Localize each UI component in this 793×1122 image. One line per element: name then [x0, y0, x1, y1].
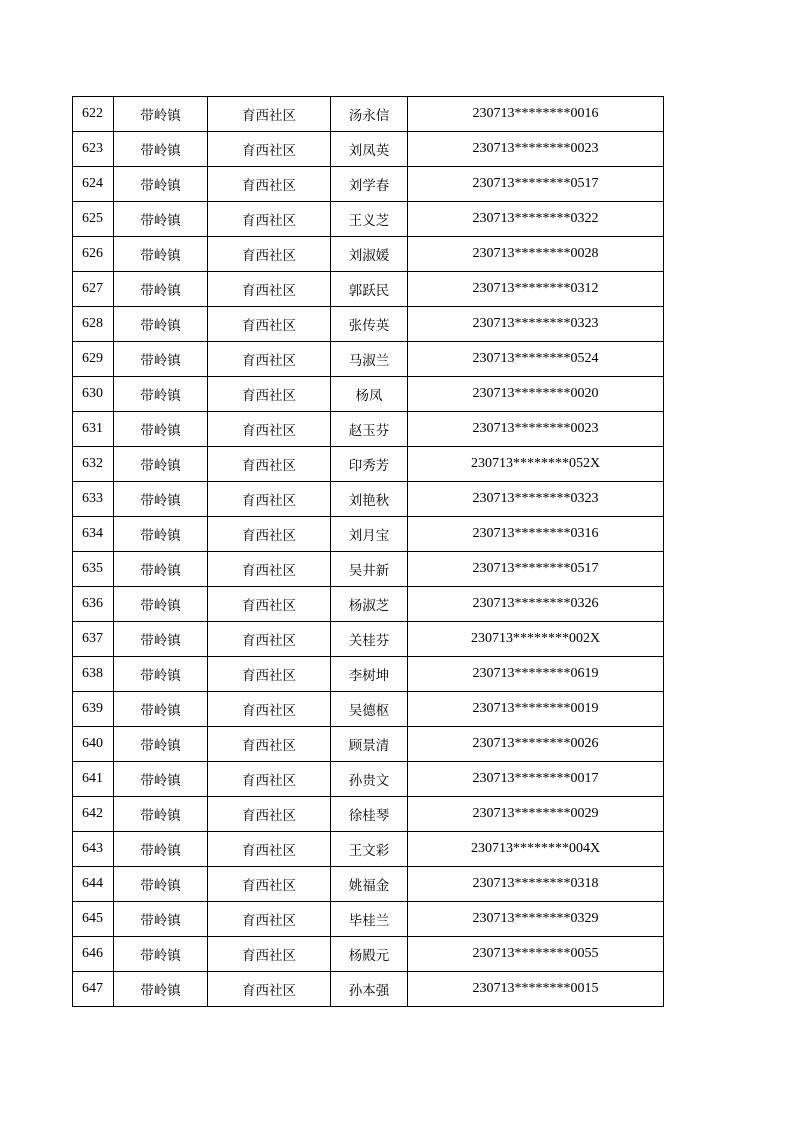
person-name-cell: 关桂芬 — [331, 622, 408, 657]
id-number-cell: 230713********0323 — [408, 307, 664, 342]
id-number-cell: 230713********0619 — [408, 657, 664, 692]
community-cell: 育西社区 — [208, 972, 331, 1007]
community-cell: 育西社区 — [208, 447, 331, 482]
table-row — [73, 377, 664, 412]
community-cell: 育西社区 — [208, 167, 331, 202]
id-number-cell: 230713********0322 — [408, 202, 664, 237]
table-row — [73, 552, 664, 587]
person-name-cell: 印秀芳 — [331, 447, 408, 482]
community-cell: 育西社区 — [208, 237, 331, 272]
table-row — [73, 692, 664, 727]
person-name-cell: 王义芝 — [331, 202, 408, 237]
table-row — [73, 867, 664, 902]
town-cell: 带岭镇 — [114, 867, 208, 902]
row-number-cell: 635 — [73, 552, 114, 587]
town-cell: 带岭镇 — [114, 202, 208, 237]
town-cell: 带岭镇 — [114, 587, 208, 622]
person-name-cell: 吴井新 — [331, 552, 408, 587]
person-name-cell: 吴德枢 — [331, 692, 408, 727]
id-number-cell: 230713********0026 — [408, 727, 664, 762]
table-row — [73, 762, 664, 797]
person-name-cell: 赵玉芬 — [331, 412, 408, 447]
town-cell: 带岭镇 — [114, 412, 208, 447]
town-cell: 带岭镇 — [114, 167, 208, 202]
row-number-cell: 646 — [73, 937, 114, 972]
row-number-cell: 629 — [73, 342, 114, 377]
person-name-cell: 张传英 — [331, 307, 408, 342]
row-number-cell: 639 — [73, 692, 114, 727]
row-number-cell: 627 — [73, 272, 114, 307]
row-number-cell: 641 — [73, 762, 114, 797]
community-cell: 育西社区 — [208, 727, 331, 762]
community-cell: 育西社区 — [208, 132, 331, 167]
community-cell: 育西社区 — [208, 867, 331, 902]
community-cell: 育西社区 — [208, 412, 331, 447]
town-cell: 带岭镇 — [114, 762, 208, 797]
row-number-cell: 640 — [73, 727, 114, 762]
community-cell: 育西社区 — [208, 97, 331, 132]
person-name-cell: 郭跃民 — [331, 272, 408, 307]
id-number-cell: 230713********0015 — [408, 972, 664, 1007]
person-name-cell: 杨凤 — [331, 377, 408, 412]
community-cell: 育西社区 — [208, 832, 331, 867]
id-number-cell: 230713********052X — [408, 447, 664, 482]
table-row — [73, 587, 664, 622]
town-cell: 带岭镇 — [114, 132, 208, 167]
town-cell: 带岭镇 — [114, 517, 208, 552]
id-number-cell: 230713********0329 — [408, 902, 664, 937]
id-number-cell: 230713********0020 — [408, 377, 664, 412]
table-row — [73, 517, 664, 552]
row-number-cell: 630 — [73, 377, 114, 412]
town-cell: 带岭镇 — [114, 447, 208, 482]
person-name-cell: 姚福金 — [331, 867, 408, 902]
row-number-cell: 642 — [73, 797, 114, 832]
town-cell: 带岭镇 — [114, 552, 208, 587]
row-number-cell: 634 — [73, 517, 114, 552]
table-row — [73, 272, 664, 307]
id-number-cell: 230713********004X — [408, 832, 664, 867]
table-row — [73, 412, 664, 447]
table-row — [73, 202, 664, 237]
table-row — [73, 937, 664, 972]
row-number-cell: 628 — [73, 307, 114, 342]
table-row — [73, 307, 664, 342]
person-name-cell: 孙本强 — [331, 972, 408, 1007]
row-number-cell: 632 — [73, 447, 114, 482]
person-name-cell: 刘凤英 — [331, 132, 408, 167]
town-cell: 带岭镇 — [114, 692, 208, 727]
row-number-cell: 622 — [73, 97, 114, 132]
person-name-cell: 杨殿元 — [331, 937, 408, 972]
id-number-cell: 230713********0019 — [408, 692, 664, 727]
id-number-cell: 230713********0055 — [408, 937, 664, 972]
id-number-cell: 230713********0028 — [408, 237, 664, 272]
table-row — [73, 342, 664, 377]
person-name-cell: 毕桂兰 — [331, 902, 408, 937]
id-number-cell: 230713********0326 — [408, 587, 664, 622]
row-number-cell: 638 — [73, 657, 114, 692]
community-cell: 育西社区 — [208, 342, 331, 377]
town-cell: 带岭镇 — [114, 657, 208, 692]
town-cell: 带岭镇 — [114, 622, 208, 657]
person-name-cell: 王文彩 — [331, 832, 408, 867]
table-row — [73, 237, 664, 272]
id-number-cell: 230713********0023 — [408, 132, 664, 167]
roster-table — [72, 96, 664, 1007]
id-number-cell: 230713********0016 — [408, 97, 664, 132]
table-row — [73, 482, 664, 517]
id-number-cell: 230713********002X — [408, 622, 664, 657]
person-name-cell: 杨淑芝 — [331, 587, 408, 622]
town-cell: 带岭镇 — [114, 237, 208, 272]
row-number-cell: 626 — [73, 237, 114, 272]
row-number-cell: 623 — [73, 132, 114, 167]
town-cell: 带岭镇 — [114, 482, 208, 517]
person-name-cell: 刘淑媛 — [331, 237, 408, 272]
town-cell: 带岭镇 — [114, 272, 208, 307]
town-cell: 带岭镇 — [114, 902, 208, 937]
table-row — [73, 167, 664, 202]
row-number-cell: 625 — [73, 202, 114, 237]
table-row — [73, 797, 664, 832]
table-row — [73, 902, 664, 937]
id-number-cell: 230713********0029 — [408, 797, 664, 832]
row-number-cell: 644 — [73, 867, 114, 902]
person-name-cell: 李树坤 — [331, 657, 408, 692]
person-name-cell: 顾景清 — [331, 727, 408, 762]
town-cell: 带岭镇 — [114, 937, 208, 972]
person-name-cell: 孙贵文 — [331, 762, 408, 797]
town-cell: 带岭镇 — [114, 972, 208, 1007]
id-number-cell: 230713********0318 — [408, 867, 664, 902]
town-cell: 带岭镇 — [114, 832, 208, 867]
table-row — [73, 447, 664, 482]
id-number-cell: 230713********0017 — [408, 762, 664, 797]
community-cell: 育西社区 — [208, 587, 331, 622]
id-number-cell: 230713********0524 — [408, 342, 664, 377]
person-name-cell: 马淑兰 — [331, 342, 408, 377]
community-cell: 育西社区 — [208, 797, 331, 832]
roster-body — [73, 97, 664, 1007]
table-row — [73, 622, 664, 657]
community-cell: 育西社区 — [208, 377, 331, 412]
row-number-cell: 624 — [73, 167, 114, 202]
id-number-cell: 230713********0517 — [408, 167, 664, 202]
community-cell: 育西社区 — [208, 762, 331, 797]
community-cell: 育西社区 — [208, 902, 331, 937]
community-cell: 育西社区 — [208, 202, 331, 237]
town-cell: 带岭镇 — [114, 377, 208, 412]
community-cell: 育西社区 — [208, 482, 331, 517]
town-cell: 带岭镇 — [114, 727, 208, 762]
row-number-cell: 631 — [73, 412, 114, 447]
row-number-cell: 645 — [73, 902, 114, 937]
community-cell: 育西社区 — [208, 517, 331, 552]
person-name-cell: 徐桂琴 — [331, 797, 408, 832]
community-cell: 育西社区 — [208, 692, 331, 727]
id-number-cell: 230713********0517 — [408, 552, 664, 587]
table-row — [73, 727, 664, 762]
row-number-cell: 636 — [73, 587, 114, 622]
town-cell: 带岭镇 — [114, 97, 208, 132]
town-cell: 带岭镇 — [114, 307, 208, 342]
town-cell: 带岭镇 — [114, 797, 208, 832]
id-number-cell: 230713********0023 — [408, 412, 664, 447]
row-number-cell: 647 — [73, 972, 114, 1007]
person-name-cell: 刘学春 — [331, 167, 408, 202]
id-number-cell: 230713********0316 — [408, 517, 664, 552]
community-cell: 育西社区 — [208, 307, 331, 342]
table-row — [73, 972, 664, 1007]
row-number-cell: 633 — [73, 482, 114, 517]
community-cell: 育西社区 — [208, 272, 331, 307]
table-row — [73, 97, 664, 132]
person-name-cell: 汤永信 — [331, 97, 408, 132]
person-name-cell: 刘艳秋 — [331, 482, 408, 517]
community-cell: 育西社区 — [208, 552, 331, 587]
community-cell: 育西社区 — [208, 622, 331, 657]
row-number-cell: 637 — [73, 622, 114, 657]
table-row — [73, 657, 664, 692]
community-cell: 育西社区 — [208, 657, 331, 692]
community-cell: 育西社区 — [208, 937, 331, 972]
town-cell: 带岭镇 — [114, 342, 208, 377]
row-number-cell: 643 — [73, 832, 114, 867]
table-row — [73, 832, 664, 867]
table-row — [73, 132, 664, 167]
id-number-cell: 230713********0312 — [408, 272, 664, 307]
id-number-cell: 230713********0323 — [408, 482, 664, 517]
person-name-cell: 刘月宝 — [331, 517, 408, 552]
